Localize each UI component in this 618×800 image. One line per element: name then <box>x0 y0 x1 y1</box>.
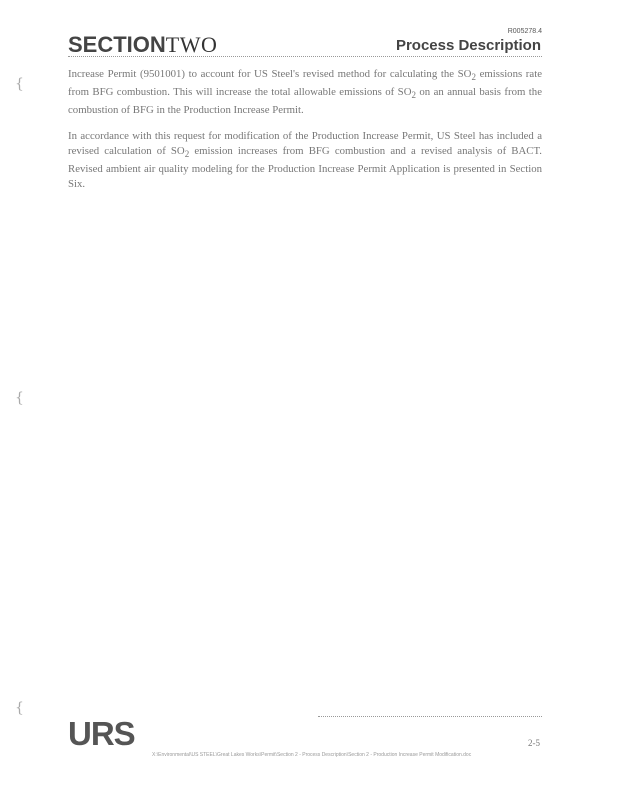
document-id: R005278.4 <box>507 28 542 35</box>
section-subtitle: Process Description <box>395 37 541 54</box>
margin-mark: { <box>15 700 24 716</box>
header-divider <box>68 56 542 57</box>
margin-mark: { <box>15 76 24 92</box>
page-number: 2-5 <box>528 738 540 748</box>
urs-logo: URS <box>68 715 135 752</box>
section-prefix: SECTION <box>68 32 166 57</box>
paragraph-1: Increase Permit (9501001) to account for US Steel's revised method for calculating the $SO_2$ emissions rate from BFG combustion. This will increase the total allowable emissions of $SO_2$ on an annual basis from the combustion of BFG in the Production Increase Permit. <box>68 68 543 117</box>
paragraph-2: In accordance with this request for modification of the Production Increase Permit, US Steel has included a revised calculation of $SO_2$ emission increases from BFG combustion and a revised analysis of BACT. Revised ambient air quality modeling for the Production Increase Permit Application is presented in Section Six. <box>68 130 543 191</box>
body-text <box>68 67 542 203</box>
margin-mark: { <box>15 390 24 406</box>
section-word: TWO <box>165 32 218 57</box>
footer-divider <box>318 716 542 717</box>
file-path: X:\Environmental\US STEEL\Great Lakes Works\Permit\Section 2 - Process Description\Section 2 - Production Increase Permit Modification.doc <box>152 752 472 758</box>
section-title <box>68 32 217 58</box>
